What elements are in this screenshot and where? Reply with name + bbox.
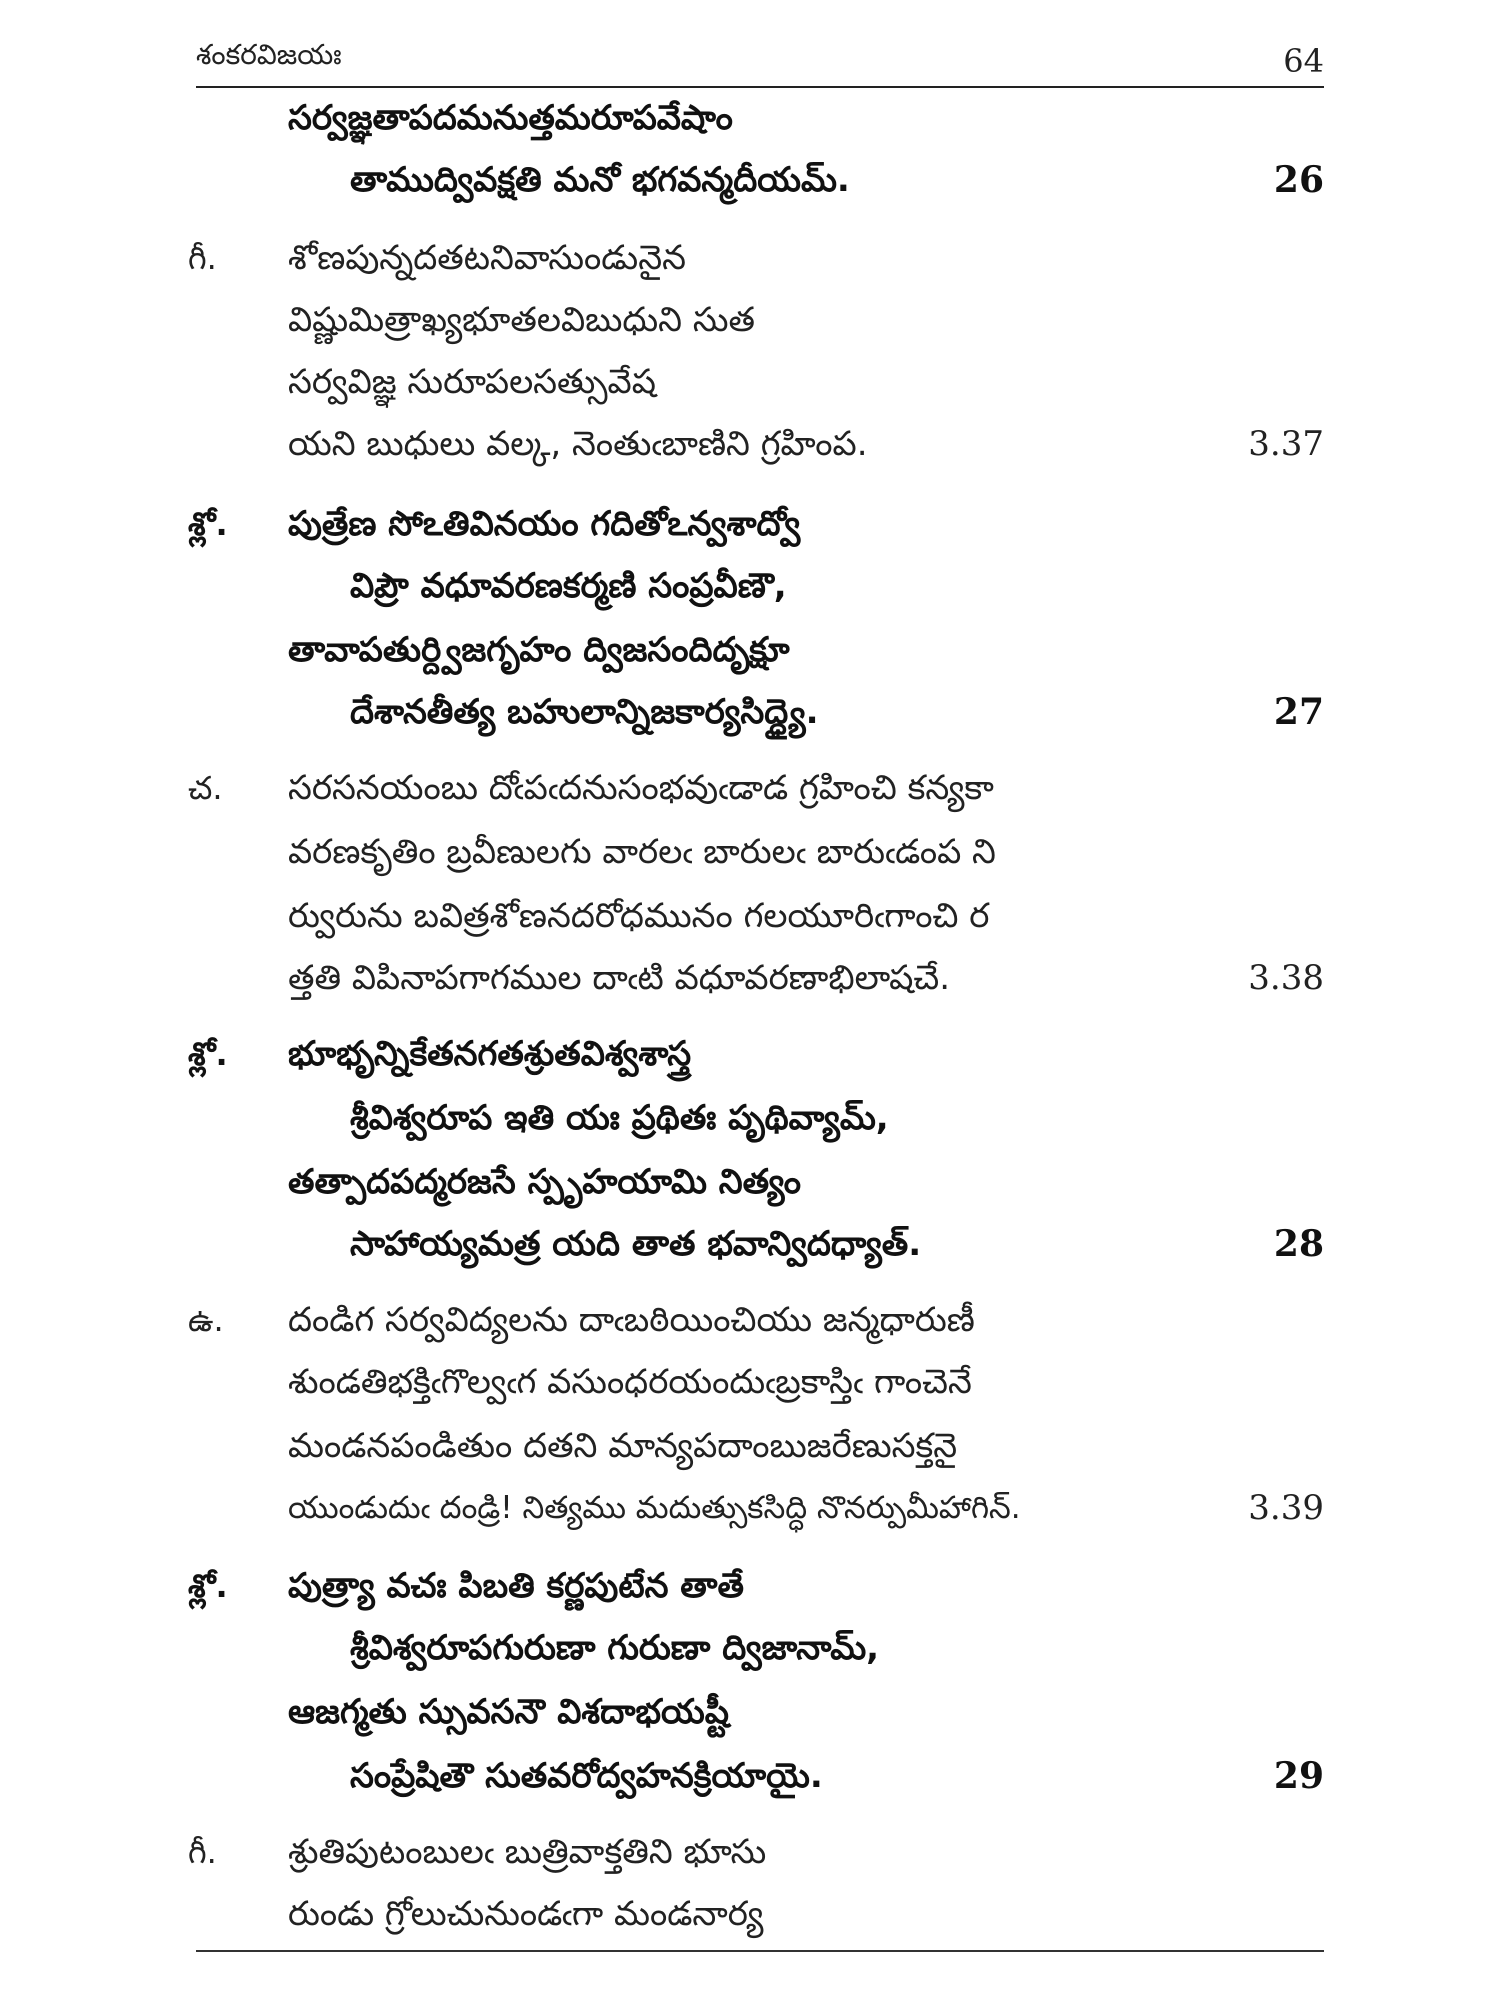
verse-line xyxy=(0,1616,1500,1680)
poem-text: సర్వవిజ్ఞ సురూపలసత్సువేష xyxy=(288,362,656,402)
verse-number: 27 xyxy=(1273,691,1324,733)
poem-line xyxy=(0,1820,1500,1884)
verse-line xyxy=(0,1744,1500,1808)
verse-line xyxy=(0,618,1500,682)
poem-line xyxy=(0,226,1500,290)
verse-text: భూభృన్నికేతనగతశ్రుతవిశ్వశాస్త్ర xyxy=(288,1034,692,1074)
footer-rule xyxy=(196,1950,1324,1952)
verse-line xyxy=(0,1680,1500,1744)
page-number: 64 xyxy=(1283,42,1324,80)
poem-line xyxy=(0,412,1500,476)
verse-line xyxy=(0,492,1500,556)
verse-text: విప్రౌ వధూవరణకర్మణి సంప్రవీణౌ, xyxy=(350,566,787,606)
poem-line xyxy=(0,1882,1500,1946)
poem-text: సరసనయంబు దోఁపఁదనుసంభవుఁడాడ గ్రహించి కన్యకా xyxy=(288,768,994,808)
verse-text: శ్రీవిశ్వరూపగురుణా గురుణా ద్విజానామ్, xyxy=(350,1628,880,1668)
poem-text: మండనపండితుం దతని మాన్యపదాంబుజరేణుసక్తనై xyxy=(288,1426,958,1466)
poem-text: శుండతిభక్తిఁగొల్వఁగ వసుంధరయందుఁబ్రకాస్తిఁ గాంచెనే xyxy=(288,1362,972,1402)
verse-text: సర్వజ్ఞతాపదమనుత్తమరూపవేషాం xyxy=(288,98,733,138)
poem-line xyxy=(0,884,1500,948)
meter-label: చ. xyxy=(188,769,223,807)
poem-text: యని బుధులు వల్క, నెంతుఁబాణిని గ్రహింప. xyxy=(288,424,868,464)
verse-text: సంప్రేషితౌ సుతవరోద్వహనక్రియాయై. xyxy=(350,1756,823,1796)
meter-label: శ్లో. xyxy=(188,1567,228,1605)
verse-text: తావాపతుర్ద్విజగృహం ద్విజసందిదృక్షూ xyxy=(288,630,790,670)
running-title: శంకరవిజయః xyxy=(196,38,342,71)
poem-text: యుండుదుఁ దండ్రి! నిత్యము మదుత్సుకసిద్ధి నొనర్పుమీహాగిన్. xyxy=(288,1490,1021,1526)
poem-number: 3.39 xyxy=(1248,1488,1324,1528)
poem-line xyxy=(0,756,1500,820)
poem-text: ర్వురును బవిత్రశోణనదరోధమునం గలయూరిఁగాంచి ర xyxy=(288,896,990,936)
verse-line xyxy=(0,1212,1500,1276)
meter-label: శ్లో. xyxy=(188,505,228,543)
poem-text: శోణపున్నదతటనివాసుండునైన xyxy=(288,238,686,278)
poem-line xyxy=(0,350,1500,414)
verse-text: పుత్ర్యా వచః పిబతి కర్ణపుటేన తాతే xyxy=(288,1566,744,1606)
poem-line xyxy=(0,1414,1500,1478)
meter-label: ఉ. xyxy=(188,1301,224,1339)
poem-number: 3.37 xyxy=(1248,424,1324,464)
verse-line xyxy=(0,148,1500,212)
verse-text: శ్రీవిశ్వరూప ఇతి యః ప్రథితః పృథివ్యామ్, xyxy=(350,1098,889,1138)
poem-text: త్తతి విపినాపగాగముల దాఁటి వధూవరణాభిలాషచే. xyxy=(288,958,951,998)
poem-line xyxy=(0,1476,1500,1540)
verse-number: 26 xyxy=(1273,159,1324,201)
verse-text: దేశానతీత్య బహులాన్నిజకార్యసిద్ధ్యై. xyxy=(350,692,819,732)
poem-text: వరణకృతిం బ్రవీణులగు వారలఁ బారులఁ బారుఁడంప ని xyxy=(288,832,996,872)
meter-label: శ్లో. xyxy=(188,1035,228,1073)
verse-text: ఆజగ్మతు స్సువసనౌ విశదాభయష్టీ xyxy=(288,1692,729,1732)
verse-line xyxy=(0,1554,1500,1618)
meter-label: గీ. xyxy=(188,239,217,277)
verse-text: తాముద్వివక్షతి మనో భగవన్మదీయమ్. xyxy=(350,160,850,200)
verse-line xyxy=(0,1022,1500,1086)
meter-label: గీ. xyxy=(188,1833,217,1871)
verse-number: 29 xyxy=(1273,1755,1324,1797)
verse-line xyxy=(0,1086,1500,1150)
verse-line xyxy=(0,554,1500,618)
verse-text: తత్పాదపద్మరజసే స్పృహయామి నిత్యం xyxy=(288,1162,801,1202)
verse-line xyxy=(0,680,1500,744)
poem-line xyxy=(0,1288,1500,1352)
verse-text: సాహాయ్యమత్ర యది తాత భవాన్విదధ్యాత్. xyxy=(350,1224,922,1264)
verse-line xyxy=(0,1150,1500,1214)
poem-line xyxy=(0,946,1500,1010)
poem-line xyxy=(0,820,1500,884)
poem-text: విష్ణుమిత్రాఖ్యభూతలవిబుధుని సుత xyxy=(288,300,755,340)
poem-text: శ్రుతిపుటంబులఁ బుత్రివాక్తతిని భూసు xyxy=(288,1832,767,1872)
poem-line xyxy=(0,288,1500,352)
poem-line xyxy=(0,1350,1500,1414)
poem-number: 3.38 xyxy=(1248,958,1324,998)
poem-text: రుండు గ్రోలుచునుండఁగా మండనార్య xyxy=(288,1894,764,1934)
page-header xyxy=(196,36,1324,88)
verse-number: 28 xyxy=(1273,1223,1324,1265)
poem-text: దండిగ సర్వవిద్యలను దాఁబఠియించియు జన్మధారుణీ xyxy=(288,1300,975,1340)
verse-text: పుత్రేణ సోఽతివినయం గదితోఽన్వశాద్వో xyxy=(288,504,801,544)
verse-line xyxy=(0,86,1500,150)
